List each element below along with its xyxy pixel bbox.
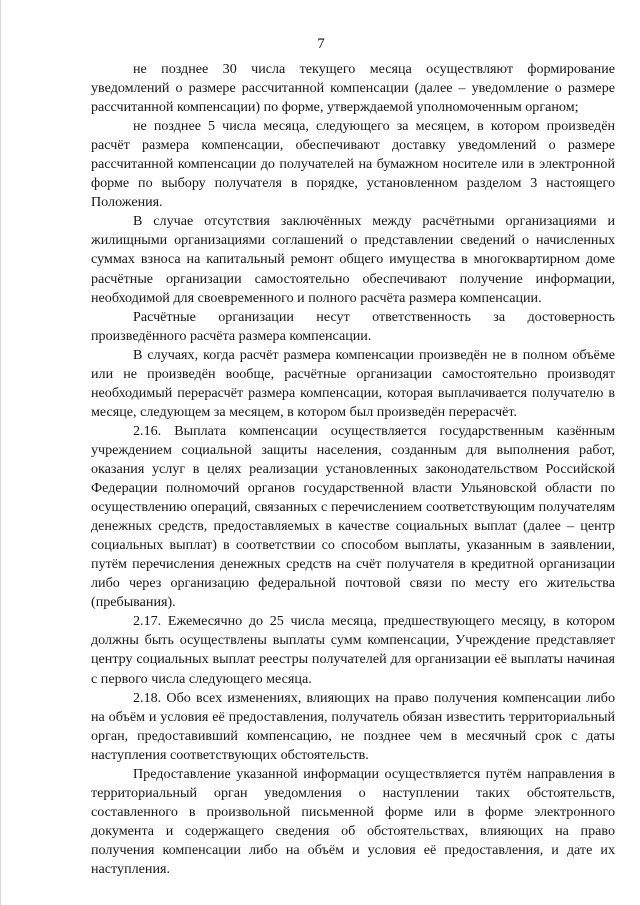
paragraph: 2.16. Выплата компенсации осуществляется государственным казённым учреждением социальной защиты населения, созданным для выполнения работ, оказания услуг в целях реализации установленных законодательством Российской Федерации полномочий органов государственной власти Ульяновской области по осуществлению операций, связанных с перечислением соответствующим получателям денежных средств, предоставляемых в качестве социальных выплат (далее – центр социальных выплат) в соответствии со способом выплаты, указанным в заявлении, путём перечисления денежных средств на счёт получателя в кредитной организации либо через организацию федеральной почтовой связи по месту его жительства (пребывания). [91, 422, 615, 611]
paragraph: 2.17. Ежемесячно до 25 числа месяца, предшествующего месяцу, в котором должны быть осуществлены выплаты сумм компенсации, Учреждение представляет центру социальных выплат реестры получателей для организации её выплаты начиная с первого числа следующего месяца. [91, 613, 615, 687]
paragraph: не позднее 5 числа месяца, следующего за месяцем, в котором произведён расчёт размера компенсации, обеспечивают доставку уведомлений о размере рассчитанной компенсации до получателей на бумажном носителе или в электронной форме по выбору получателя в порядке, установленном разделом 3 настоящего Положения. [91, 118, 615, 211]
page-number: 7 [317, 36, 325, 52]
paragraph: 2.18. Обо всех изменениях, влияющих на право получения компенсации либо на объём и условия её предоставления, получатель обязан известить территориальный орган, предоставивший компенсацию, не позднее чем в месячный срок с даты наступления соответствующих обстоятельств. [91, 689, 615, 763]
paragraph: Расчётные организации несут ответственность за достоверность произведённого расчёта размера компенсации. [91, 308, 615, 344]
paragraph: В случаях, когда расчёт размера компенсации произведён не в полном объёме или не произведён вообще, расчётные организации самостоятельно производят необходимый перерасчёт размера компенсации, которая выплачивается получателю в месяце, следующем за месяцем, в котором был произведён перерасчёт. [91, 346, 615, 420]
paragraph: не позднее 30 числа текущего месяца осуществляют формирование уведомлений о размере рассчитанной компенсации (далее – уведомление о размере рассчитанной компенсации) по форме, утверждаемой уполномоченным органом; [91, 61, 615, 116]
document-body [91, 60, 615, 879]
paragraph: Предоставление указанной информации осуществляется путём направления в территориальный орган уведомления о наступлении таких обстоятельств, составленного в произвольной письменной форме или в форме электронного документа и содержащего сведения об обстоятельствах, влияющих на право получения компенсации либо на объём и условия её предоставления, и дате их наступления. [91, 765, 615, 877]
paragraph: В случае отсутствия заключённых между расчётными организациями и жилищными организациями соглашений о представлении сведений о начисленных суммах взноса на капитальный ремонт общего имущества в многоквартирном доме расчётные организации самостоятельно обеспечивают получение информации, необходимой для своевременного и полного расчёта размера компенсации. [91, 213, 615, 306]
